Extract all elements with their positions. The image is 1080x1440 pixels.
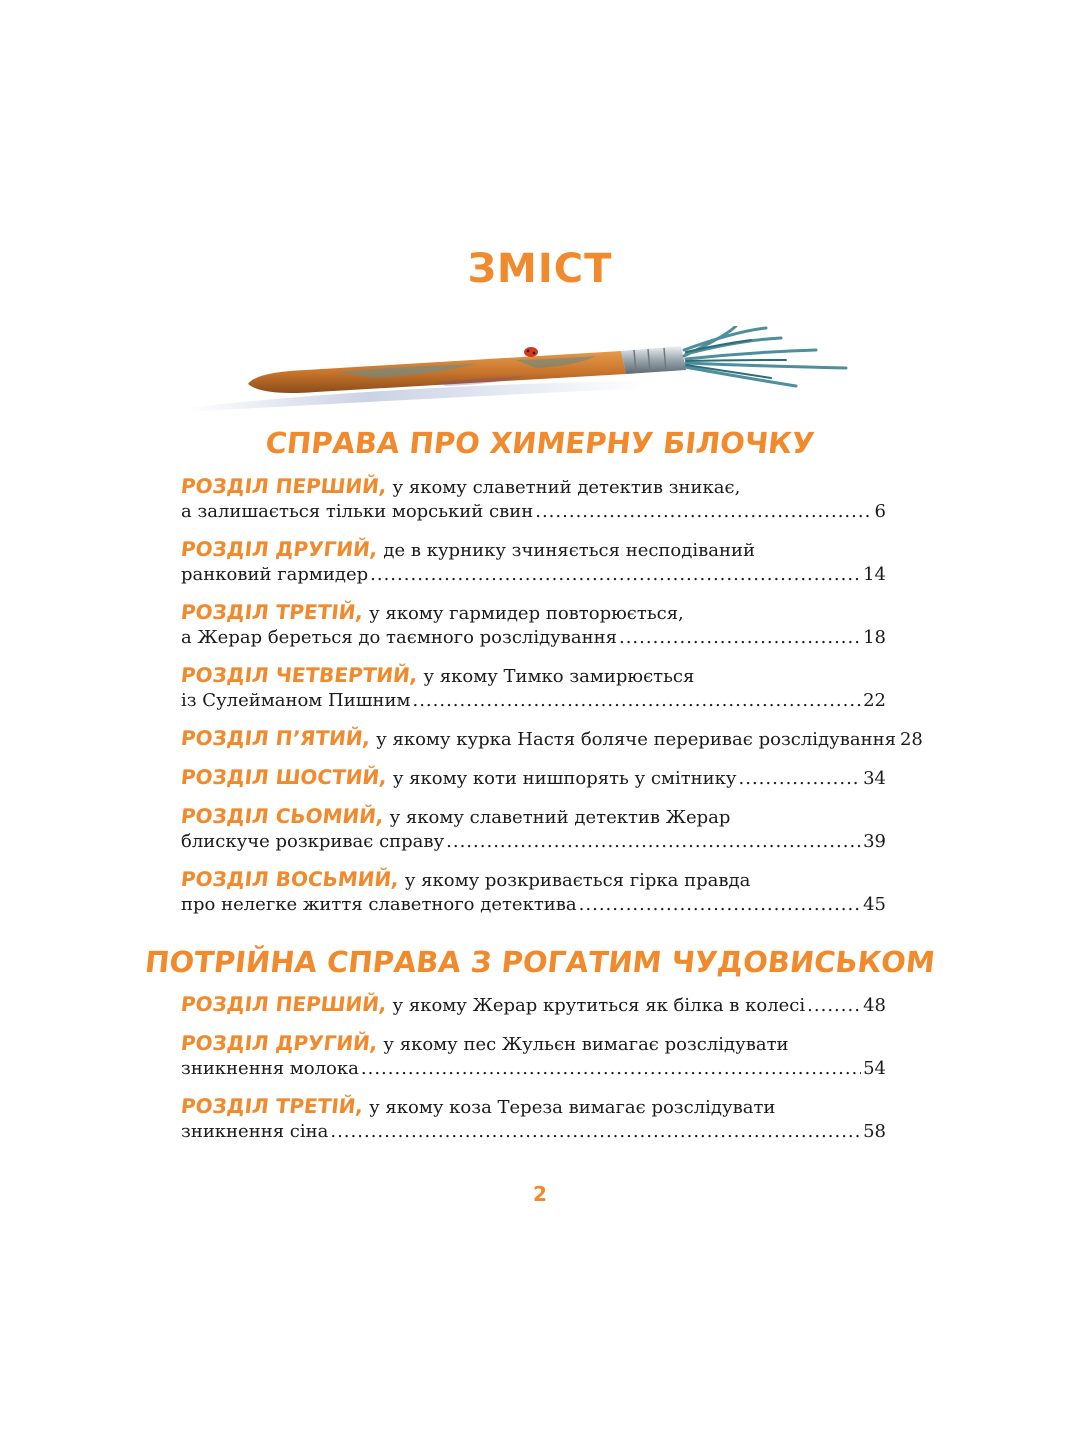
- chapter-description: де в курнику зчиняється несподіваний: [383, 540, 755, 561]
- chapter-description: у якому Жерар крутиться як білка в колесі: [392, 995, 806, 1016]
- chapter-description: у якому коти нишпорять у смітнику: [392, 768, 737, 789]
- page-reference: 28: [899, 729, 923, 750]
- chapter-description: у якому пес Жульєн вимагає розслідувати: [383, 1034, 789, 1055]
- page-reference: 22: [863, 690, 886, 711]
- chapter-description: про нелегке життя славетного детектива: [181, 894, 577, 915]
- toc-entry: [181, 600, 886, 650]
- toc-entry: [181, 474, 886, 524]
- chapter-label: РОЗДІЛ ШОСТИЙ,: [179, 765, 389, 789]
- dot-leader: [619, 626, 861, 650]
- chapter-description: у якому коза Тереза вимагає розслідувати: [369, 1097, 776, 1118]
- chapter-description: ранковий гармидер: [181, 564, 369, 585]
- page-reference: 18: [863, 627, 886, 648]
- toc-entry: [181, 804, 886, 854]
- chapter-label: РОЗДІЛ ПЕРШИЙ,: [179, 474, 388, 498]
- chapter-label: РОЗДІЛ ЧЕТВЕРТИЙ,: [179, 663, 419, 687]
- toc-entry: [181, 663, 886, 713]
- chapter-label: РОЗДІЛ ВОСЬМИЙ,: [179, 867, 401, 891]
- toc-entry: [181, 765, 886, 791]
- dot-leader: [739, 767, 862, 791]
- page-reference: 6: [874, 501, 886, 522]
- dot-leader: [535, 500, 872, 524]
- page-title: ЗМІСТ: [467, 246, 613, 292]
- dot-leader: [361, 1057, 861, 1081]
- chapter-label: РОЗДІЛ П’ЯТИЙ,: [179, 726, 372, 750]
- table-of-contents: [181, 992, 886, 1157]
- chapter-label: РОЗДІЛ ТРЕТІЙ,: [179, 600, 365, 624]
- chapter-description: у якому курка Настя боляче перериває розслідування: [376, 729, 896, 750]
- dot-leader: [370, 563, 861, 587]
- chapter-description: із Сулейманом Пишним: [181, 690, 411, 711]
- table-of-contents: [179, 474, 923, 930]
- chapter-description: блискуче розкриває справу: [181, 831, 445, 852]
- chapter-description: зникнення молока: [181, 1058, 359, 1079]
- page-reference: 58: [863, 1121, 886, 1142]
- dot-leader: [412, 689, 861, 713]
- paintbrush-icon: [176, 326, 856, 426]
- page-reference: 14: [863, 564, 886, 585]
- page-number: 2: [533, 1182, 547, 1206]
- chapter-description: а залишається тільки морський свин: [181, 501, 534, 522]
- chapter-description: у якому розкривається гірка правда: [404, 870, 751, 891]
- toc-entry: [179, 726, 923, 752]
- chapter-description: у якому славетний детектив Жерар: [389, 807, 731, 828]
- page-reference: 54: [863, 1058, 886, 1079]
- dot-leader: [446, 830, 861, 854]
- dot-leader: [807, 994, 861, 1018]
- toc-entry: [181, 1031, 886, 1081]
- chapter-label: РОЗДІЛ ДРУГИЙ,: [179, 537, 379, 561]
- chapter-description: у якому славетний детектив зникає,: [392, 477, 741, 498]
- toc-entry: [181, 537, 886, 587]
- section-title: СПРАВА ПРО ХИМЕРНУ БІЛОЧКУ: [263, 426, 817, 460]
- page-reference: 48: [863, 995, 886, 1016]
- section-title: ПОТРІЙНА СПРАВА З РОГАТИМ ЧУДОВИСЬКОМ: [143, 945, 937, 979]
- chapter-label: РОЗДІЛ СЬОМИЙ,: [179, 804, 385, 828]
- chapter-description: у якому Тимко замирюється: [423, 666, 695, 687]
- toc-entry: [181, 1094, 886, 1144]
- chapter-description: у якому гармидер повторюється,: [369, 603, 684, 624]
- page-reference: 39: [863, 831, 886, 852]
- chapter-label: РОЗДІЛ ПЕРШИЙ,: [179, 992, 388, 1016]
- chapter-description: зникнення сіна: [181, 1121, 329, 1142]
- page-reference: 34: [863, 768, 886, 789]
- toc-entry: [181, 867, 886, 917]
- page-reference: 45: [863, 894, 886, 915]
- chapter-label: РОЗДІЛ ТРЕТІЙ,: [179, 1094, 365, 1118]
- toc-entry: [181, 992, 886, 1018]
- dot-leader: [579, 893, 861, 917]
- chapter-description: а Жерар береться до таємного розслідування: [181, 627, 617, 648]
- chapter-label: РОЗДІЛ ДРУГИЙ,: [179, 1031, 379, 1055]
- dot-leader: [330, 1120, 861, 1144]
